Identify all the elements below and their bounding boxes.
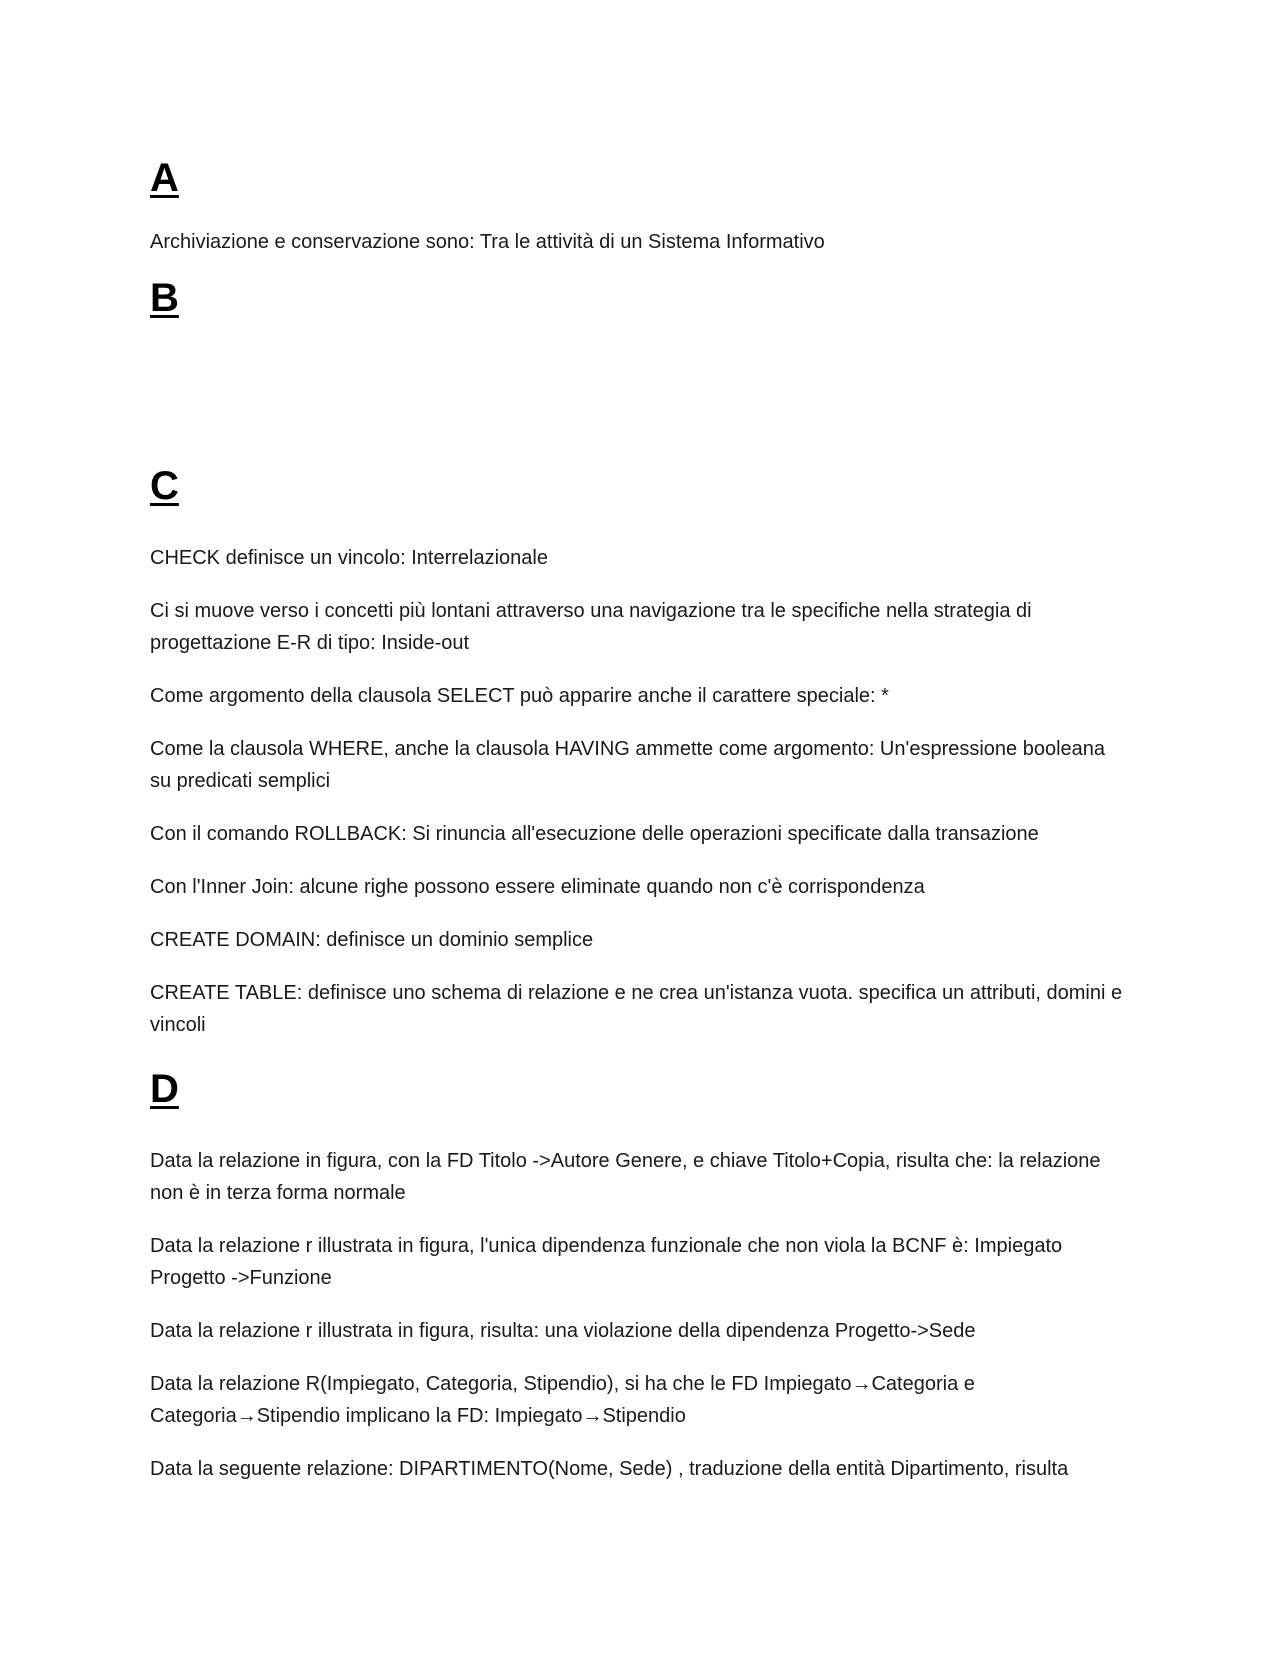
glossary-entry: Con l'Inner Join: alcune righe possono essere eliminate quando non c'è corrispondenza	[150, 876, 925, 898]
section-c	[150, 466, 1130, 1041]
glossary-entry: Con il comando ROLLBACK: Si rinuncia all'esecuzione delle operazioni specificate dalla transazione	[150, 823, 1039, 845]
glossary-entry: CHECK definisce un vincolo: Interrelazionale	[150, 547, 548, 569]
glossary-entry: Come la clausola WHERE, anche la clausola HAVING ammette come argomento: Un'espressione booleana su predicati semplici	[150, 738, 1106, 792]
document-page	[150, 150, 1130, 1485]
glossary-entry: Archiviazione e conservazione sono: Tra le attività di un Sistema Informativo	[150, 231, 825, 253]
glossary-entry: CREATE DOMAIN: definisce un dominio semplice	[150, 929, 594, 951]
section-d-entries	[150, 1145, 1130, 1485]
section-a-entries	[150, 226, 1130, 258]
section-heading-d: D	[150, 1067, 179, 1111]
glossary-entry: CREATE TABLE: definisce uno schema di relazione e ne crea un'istanza vuota. specifica un attributi, domini e vincoli	[150, 982, 1123, 1036]
section-heading-a: A	[150, 156, 179, 200]
glossary-entry: Data la relazione r illustrata in figura, risulta: una violazione della dipendenza Progetto->Sede	[150, 1320, 976, 1342]
glossary-entry: Data la relazione in figura, con la FD Titolo ->Autore Genere, e chiave Titolo+Copia, risulta che: la relazione non è in terza forma normale	[150, 1150, 1101, 1204]
glossary-entry: Ci si muove verso i concetti più lontani attraverso una navigazione tra le specifiche nella strategia di progettazione E-R di tipo: Inside-out	[150, 600, 1032, 654]
section-b-entries	[150, 318, 1130, 438]
section-b	[150, 278, 1130, 438]
section-heading-c: C	[150, 464, 179, 508]
glossary-entry: Come argomento della clausola SELECT può apparire anche il carattere speciale: *	[150, 685, 889, 707]
section-heading-b: B	[150, 276, 179, 320]
glossary-entry: Data la seguente relazione: DIPARTIMENTO(Nome, Sede) , traduzione della entità Dipartimento, risulta	[150, 1458, 1069, 1480]
section-d	[150, 1069, 1130, 1485]
glossary-entry: Data la relazione R(Impiegato, Categoria, Stipendio), si ha che le FD Impiegato→Categoria e Categoria→Stipendio implicano la FD: Impiegato→Stipendio	[150, 1373, 975, 1427]
glossary-entry: Data la relazione r illustrata in figura, l'unica dipendenza funzionale che non viola la BCNF è: Impiegato Progetto ->Funzione	[150, 1235, 1063, 1289]
section-c-entries	[150, 542, 1130, 1041]
section-a	[150, 158, 1130, 258]
